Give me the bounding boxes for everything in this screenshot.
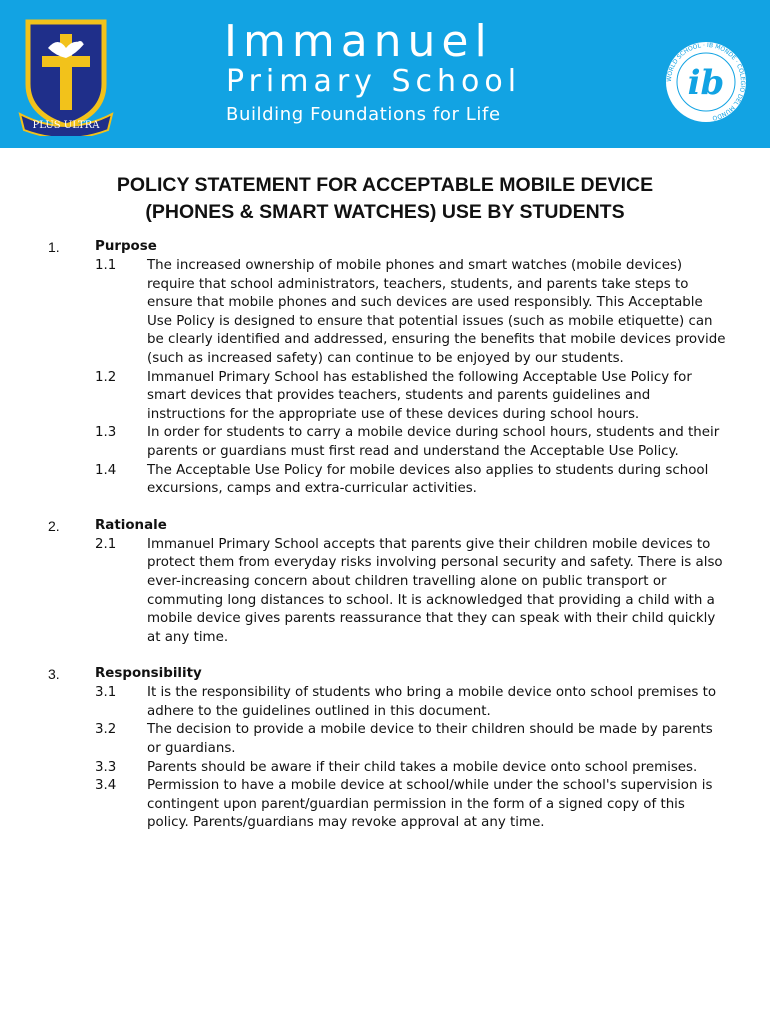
- section-heading: [0, 238, 770, 257]
- school-name: Immanuel: [224, 16, 493, 67]
- policy-section: [0, 238, 770, 499]
- section-title: Rationale: [95, 517, 167, 533]
- ib-world-school-logo: [664, 40, 748, 124]
- policy-clause: [0, 369, 770, 425]
- policy-clause: [0, 462, 770, 499]
- clause-number: 3.3: [95, 759, 117, 775]
- clause-number: 1.1: [95, 258, 117, 273]
- policy-clause: [0, 424, 770, 461]
- section-title: Responsibility: [95, 666, 202, 682]
- clause-number: 3.2: [95, 722, 117, 738]
- section-spacer: [0, 647, 770, 665]
- section-spacer: [0, 499, 770, 517]
- section-number: 2.: [48, 517, 60, 534]
- crest-motto-text: PLUS ULTRA: [32, 120, 100, 131]
- clause-text: The decision to provide a mobile device to their children should be made by parents or guardians.: [147, 722, 713, 757]
- policy-clause: [0, 536, 770, 648]
- section-number: 3.: [48, 666, 60, 683]
- clause-number: 1.4: [95, 462, 117, 478]
- clause-number: 1.2: [95, 369, 117, 385]
- policy-title-line1: POLICY STATEMENT FOR ACCEPTABLE MOBILE DEVICE: [116, 174, 654, 196]
- school-subtitle: Primary School: [226, 64, 522, 99]
- policy-section: [0, 665, 770, 833]
- policy-title: [0, 172, 770, 226]
- school-motto: Building Foundations for Life: [226, 104, 501, 125]
- header-banner: [0, 0, 770, 148]
- clause-text: In order for students to carry a mobile device during school hours, students and their parents or guardians must first read and understand the Acceptable Use Policy.: [147, 425, 720, 459]
- policy-body: [0, 238, 770, 833]
- policy-clause: [0, 759, 770, 778]
- clause-text: The Acceptable Use Policy for mobile devices also applies to students during school excursions, camps and extra-curricular activities.: [147, 462, 709, 497]
- school-crest-logo: [18, 14, 114, 136]
- clause-text: The increased ownership of mobile phones and smart watches (mobile devices) require that school administrators, teachers, students, and parents take steps to ensure that mobile phones and such devices are used responsibly. This Acceptable Use Policy is designed to ensure that potential issues (such as mobile etiquette) can be clearly identified and addressed, ensuring the benefits that mobile devices provide (such as increased safety) can continue to be enjoyed by our students.: [147, 258, 726, 366]
- policy-clause: [0, 721, 770, 758]
- clause-text: Parents should be aware if their child takes a mobile device onto school premises.: [147, 759, 698, 775]
- section-heading: [0, 665, 770, 684]
- clause-text: It is the responsibility of students who bring a mobile device onto school premises to adhere to the guidelines outlined in this document.: [147, 685, 717, 719]
- policy-section: [0, 517, 770, 648]
- clause-number: 1.3: [95, 425, 117, 441]
- section-heading: [0, 517, 770, 536]
- clause-text: Immanuel Primary School has established the following Acceptable Use Policy for smart devices that provides teachers, students and parents guidelines and instructions for the appropriate use of these devices during school hours.: [147, 369, 692, 422]
- section-title: Purpose: [95, 239, 157, 254]
- clause-text: Permission to have a mobile device at school/while under the school's supervision is contingent upon parent/guardian permission in the form of a signed copy of this policy. Parents/guardians may revoke approval at any time.: [147, 778, 713, 831]
- policy-title-line2: (PHONES & SMART WATCHES) USE BY STUDENTS: [145, 201, 625, 223]
- policy-clause: [0, 257, 770, 369]
- policy-clause: [0, 684, 770, 721]
- ib-ring-text: WORLD SCHOOL · IB MONDE · COLEGIO DEL MUNDO: [665, 41, 747, 122]
- policy-clause: [0, 777, 770, 833]
- section-number: 1.: [48, 239, 60, 255]
- clause-number: 3.1: [95, 685, 117, 701]
- clause-number: 3.4: [95, 778, 117, 794]
- clause-text: Immanuel Primary School accepts that parents give their children mobile devices to protect them from everyday risks involving personal security and safety. There is also ever-increasing concern about children travelling alone on public transport or commuting long distances to school. It is acknowledged that providing a child with a mobile device gives parents reassurance that they can speak with their child quickly at any time.: [147, 536, 723, 645]
- ib-letters: ib: [687, 63, 725, 103]
- clause-number: 2.1: [95, 536, 117, 552]
